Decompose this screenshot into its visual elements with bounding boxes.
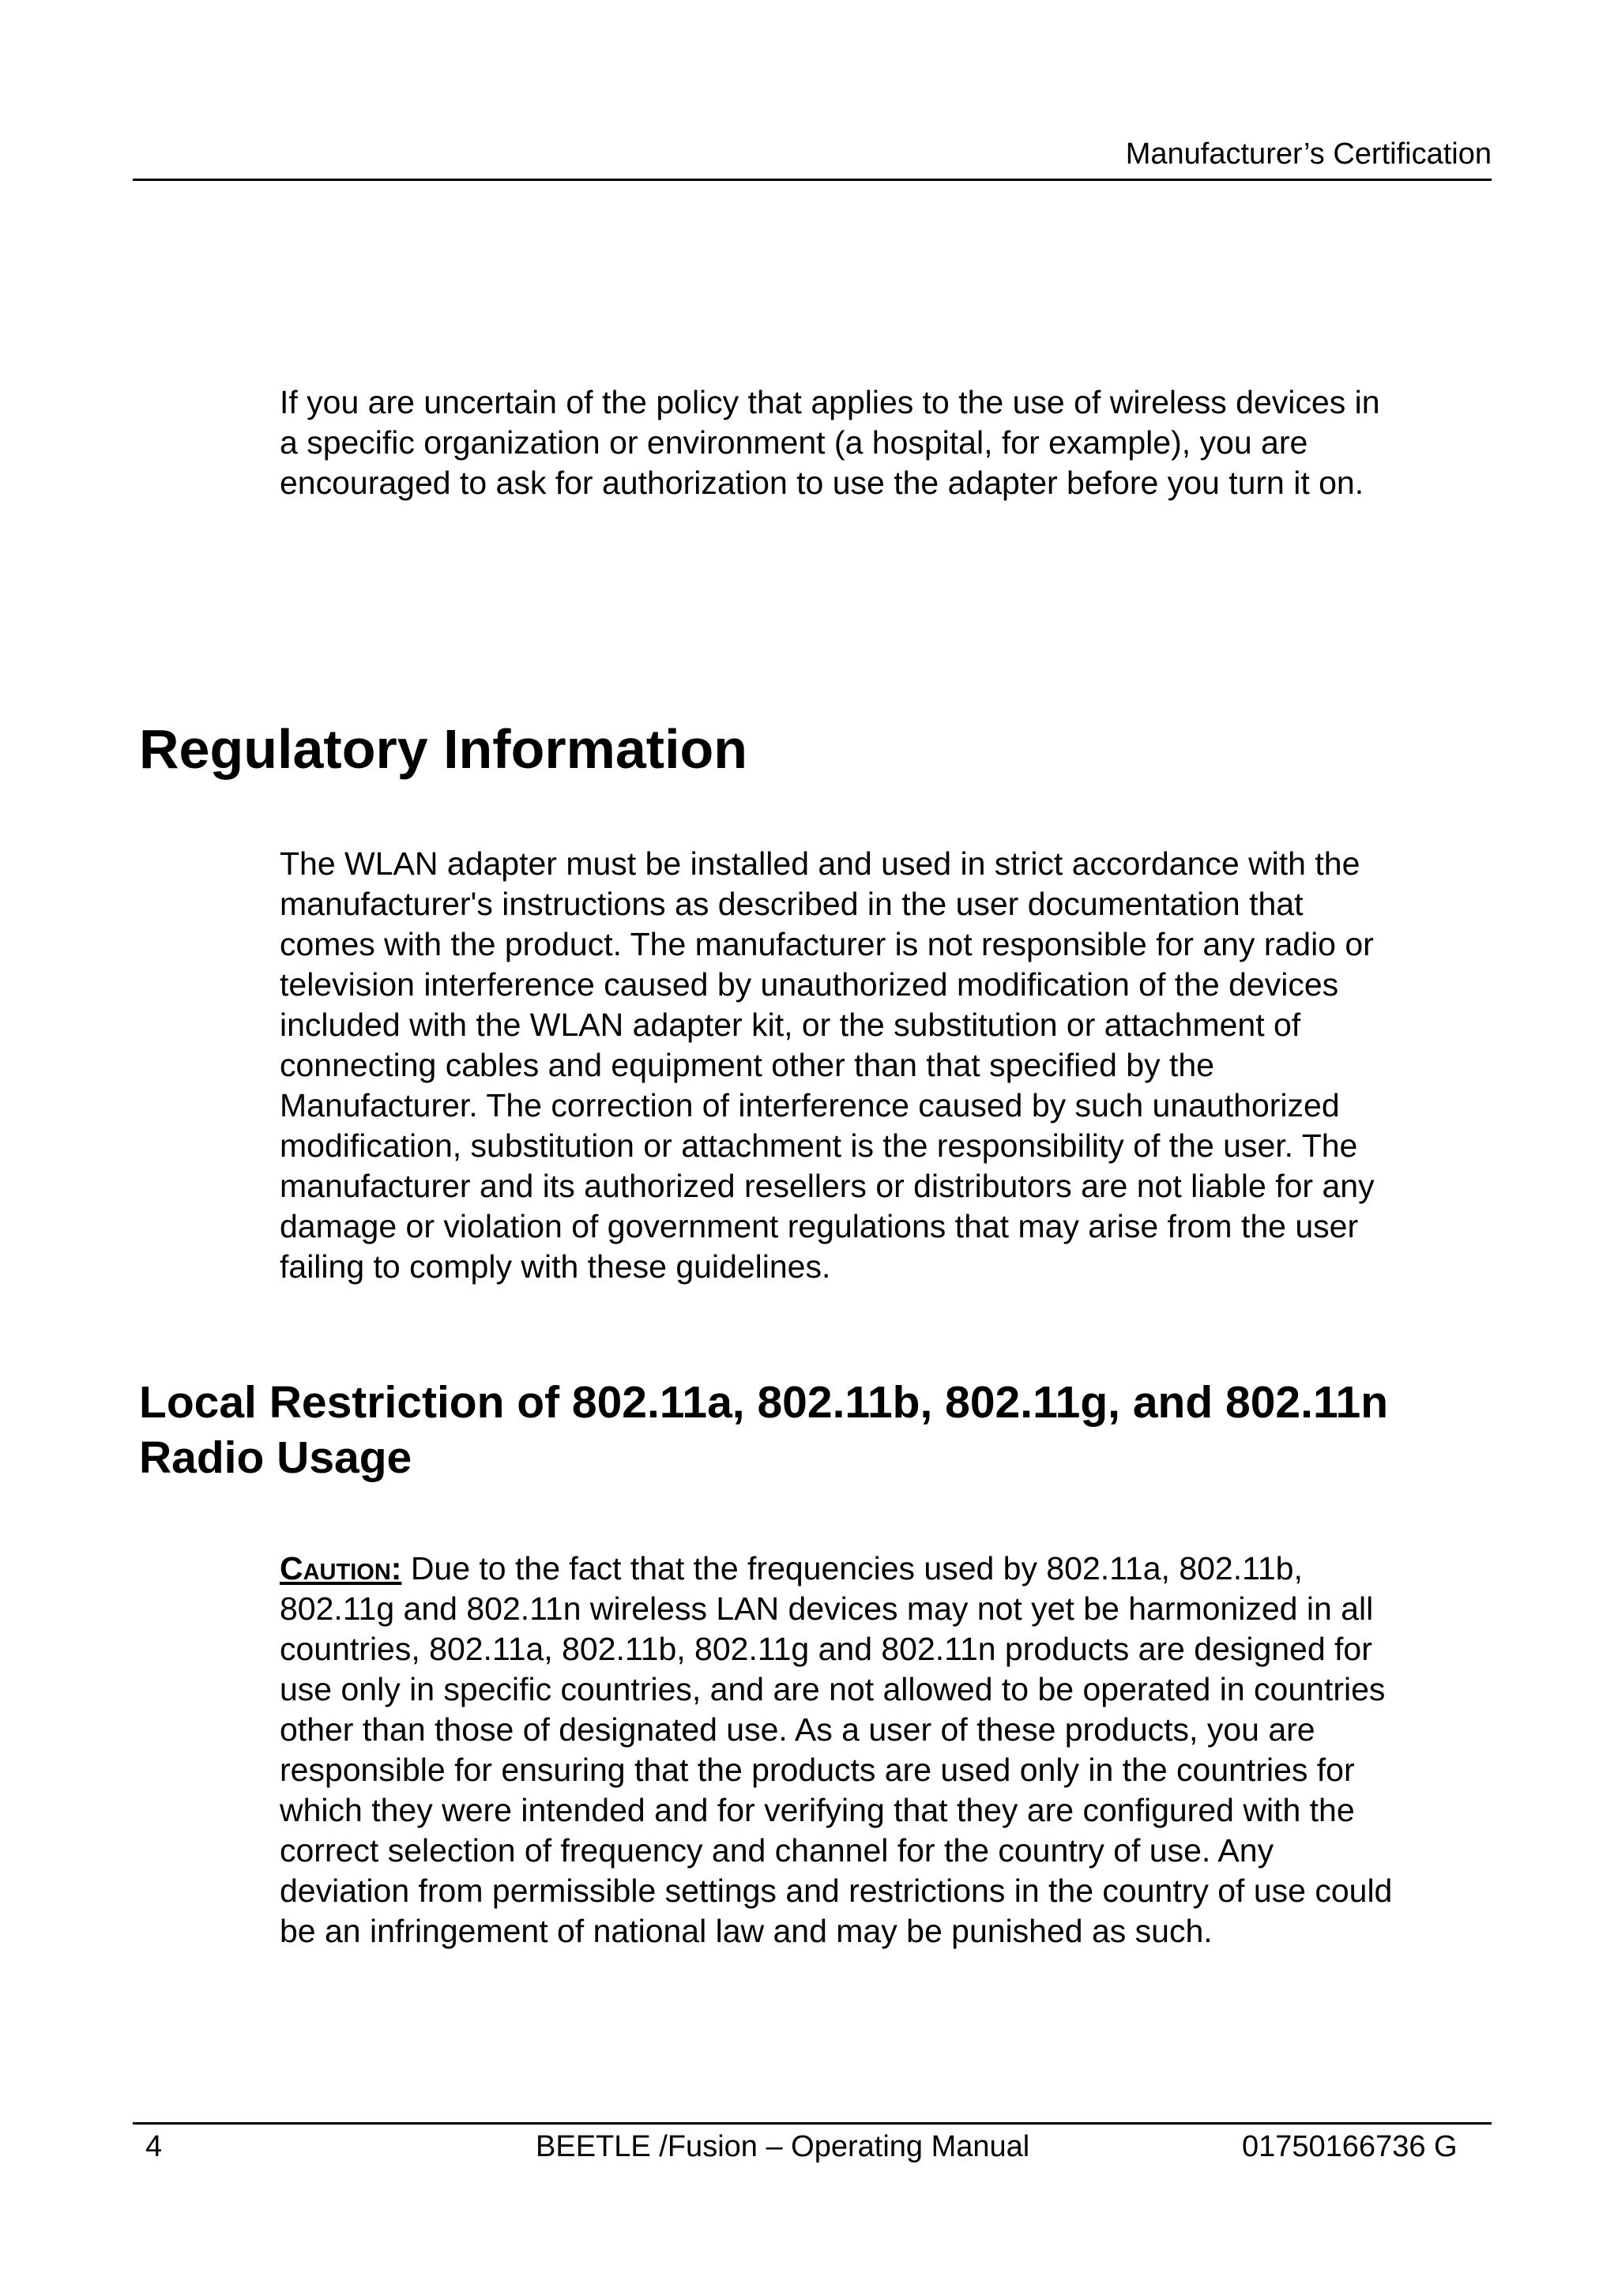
text-line: If you are uncertain of the policy that applies to the use of wireless devices in <box>280 384 1380 420</box>
text-line: 802.11g and 802.11n wireless LAN devices may not yet be harmonized in all <box>280 1590 1374 1627</box>
footer-rule <box>133 2122 1492 2125</box>
text-line: a specific organization or environment (a hospital, for example), you are <box>280 424 1308 461</box>
intro-paragraph <box>280 382 1496 503</box>
text-line: manufacturer and its authorized resellers or distributors are not liable for any <box>280 1168 1375 1204</box>
regulatory-paragraph <box>280 844 1496 1287</box>
text-line: other than those of designated use. As a user of these products, you are <box>280 1711 1315 1748</box>
text-line: correct selection of frequency and channel for the country of use. Any <box>280 1832 1274 1869</box>
text-line <box>280 1549 1496 1589</box>
text-line: encouraged to ask for authorization to use the adapter before you turn it on. <box>280 465 1364 501</box>
document-number: 01750166736 G <box>1242 2130 1458 2163</box>
section-heading-local-restriction <box>139 1375 1388 1485</box>
text-line: countries, 802.11a, 802.11b, 802.11g and 802.11n products are designed for <box>280 1631 1372 1667</box>
text-line: Manufacturer. The correction of interference caused by such unauthorized <box>280 1087 1340 1124</box>
text-line: damage or violation of government regulations that may arise from the user <box>280 1208 1359 1244</box>
text-line: modification, substitution or attachment is the responsibility of the user. The <box>280 1127 1358 1164</box>
text-line: use only in specific countries, and are not allowed to be operated in countries <box>280 1671 1386 1707</box>
text-line: television interference caused by unauthorized modification of the devices <box>280 966 1339 1003</box>
section-heading-regulatory: Regulatory Information <box>139 718 748 780</box>
caution-label: Caution: <box>280 1550 402 1586</box>
caution-text: Due to the fact that the frequencies used by 802.11a, 802.11b, <box>401 1550 1303 1586</box>
running-header: Manufacturer’s Certification <box>1125 137 1492 171</box>
page-number: 4 <box>145 2130 163 2163</box>
heading-line: Radio Usage <box>139 1432 412 1483</box>
text-line: responsible for ensuring that the products are used only in the countries for <box>280 1752 1355 1788</box>
manual-title: BEETLE /Fusion – Operating Manual <box>536 2130 1030 2163</box>
text-line: be an infringement of national law and may be punished as such. <box>280 1913 1213 1949</box>
text-line: connecting cables and equipment other than that specified by the <box>280 1047 1214 1083</box>
text-line: included with the WLAN adapter kit, or the substitution or attachment of <box>280 1007 1301 1043</box>
caution-paragraph <box>280 1549 1496 1952</box>
text-line: which they were intended and for verifying that they are configured with the <box>280 1792 1355 1828</box>
header-rule <box>133 179 1492 181</box>
text-line: comes with the product. The manufacturer is not responsible for any radio or <box>280 926 1374 962</box>
text-line: failing to comply with these guidelines. <box>280 1248 831 1285</box>
text-line: The WLAN adapter must be installed and used in strict accordance with the <box>280 845 1360 882</box>
heading-line: Local Restriction of 802.11a, 802.11b, 802.11g, and 802.11n <box>139 1377 1389 1428</box>
text-line: deviation from permissible settings and restrictions in the country of use could <box>280 1873 1393 1909</box>
text-line: manufacturer's instructions as described in the user documentation that <box>280 886 1304 922</box>
